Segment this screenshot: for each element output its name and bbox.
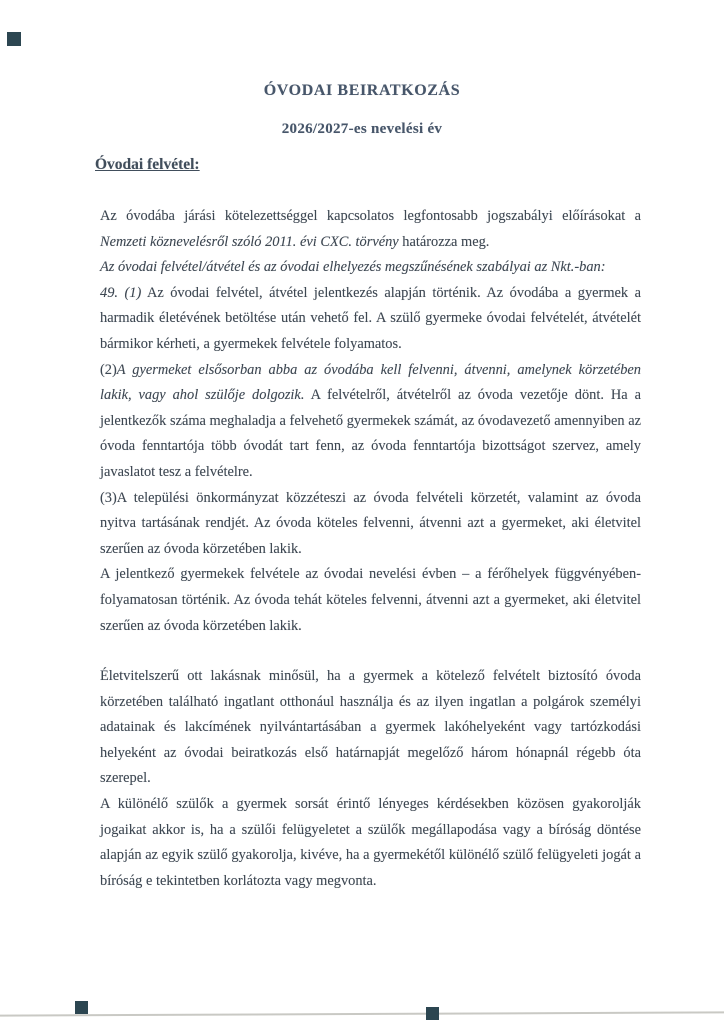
paragraph-segment-italic: 49. (1) <box>100 284 142 301</box>
scan-mark-top-left-icon <box>7 32 21 46</box>
paragraph-3 <box>100 281 641 358</box>
paragraph-segment-italic: A gyermeket elsősorban abba az óvodába kell felvenni, átvenni, amelynek körzetében lakik, vagy ahol szülője dolgozik. <box>100 361 641 404</box>
paragraph-2 <box>100 255 641 281</box>
document-title: ÓVODAI BEIRATKOZÁS <box>263 82 461 99</box>
scan-mark-bottom-left-icon <box>75 1001 88 1014</box>
paragraph-segment-italic: Az óvodai felvétel/átvétel és az óvodai elhelyezés megszűnésének szabályai az Nkt.-ban: <box>100 259 606 276</box>
paragraph-segment: Az óvodai felvétel, átvétel jelentkezés alapján történik. Az óvodába a gyermek a harmadik életévének betöltése után vehető fel. A szülő gyermeke óvodai felvételét, átvételét bármikor kérheti, a gyermekek felvétele folyamatos. <box>100 284 641 352</box>
paragraph-8 <box>100 792 641 894</box>
paragraph-segment: A különélő szülők a gyermek sorsát érintő lényeges kérdésekben közösen gyakorolják jogaikat akkor is, ha a szülői felügyeletet a szülők megállapodása vagy a bíróság döntése alapján az egyik szülő gyakorolja, kivéve, ha a gyermekétől különélő szülő felügyeleti jogát a bíróság e tekintetben korlátozta vagy megvonta. <box>100 796 641 889</box>
paragraph-5 <box>100 486 641 563</box>
section-heading: Óvodai felvétel: <box>95 156 200 173</box>
paragraph-segment: Az óvodába járási kötelezettséggel kapcsolatos legfontosabb jogszabályi előírásokat a <box>100 208 641 224</box>
document-subtitle: 2026/2027-es nevelési év <box>281 121 443 137</box>
paragraph-7 <box>100 664 641 792</box>
paragraph-segment: határozza meg. <box>398 233 490 250</box>
scan-mark-bottom-center-icon <box>426 1007 439 1020</box>
paragraph-segment: Életvitelszerű ott lakásnak minősül, ha a gyermek a kötelező felvételt biztosító óvoda körzetében található ingatlant otthonául használja és az ilyen ingatlan a polgárok személyi adatainak és lakcímének nyilvántartásában a gyermek lakóhelyeként vagy tartózkodási helyeként az óvodai beiratkozás első határnapját megelőző három hónapnál régebb óta szerepel. <box>100 668 641 787</box>
paragraph-segment: A jelentkező gyermekek felvétele az óvodai nevelési évben – a férőhelyek függvényében- folyamatosan történik. Az óvoda tehát köteles felvenni, átvenni azt a gyermeket, aki életvitel szerűen az óvoda körzetében lakik. <box>100 566 641 634</box>
paragraph-segment: A felvételről, átvételről az óvoda vezetője dönt. Ha a jelentkezők száma meghaladja a felvehető gyermekek számát, az óvodavezető amennyiben az óvoda fenntartója több óvodát tart fenn, az óvoda fenntartója bizottságot szervez, amely javaslatot tesz a felvételre. <box>100 387 641 480</box>
paragraph-4 <box>100 358 641 486</box>
paragraph-segment-italic: Nemzeti köznevelésről szóló 2011. évi CXC. törvény <box>100 233 399 250</box>
paragraph-segment: (3)A települési önkormányzat közzéteszi az óvoda felvételi körzetét, valamint az óvoda nyitva tartásának rendjét. Az óvoda köteles felvenni, átvenni azt a gyermeket, aki életvitel szerűen az óvoda körzetében lakik. <box>100 489 641 557</box>
document-body <box>100 204 641 894</box>
paragraph-6 <box>100 562 641 639</box>
paragraph-1 <box>100 204 641 255</box>
paragraph-segment: (2) <box>100 361 117 378</box>
scan-edge-line <box>0 1011 724 1016</box>
